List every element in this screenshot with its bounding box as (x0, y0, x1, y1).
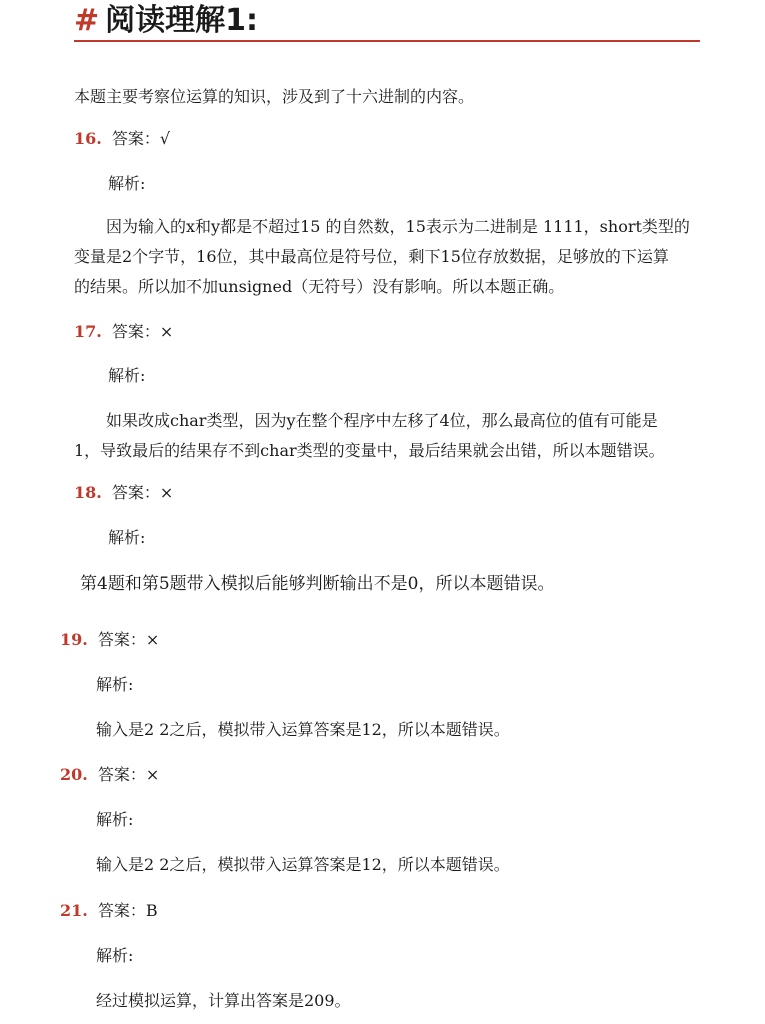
heading-divider (74, 40, 700, 42)
answer-text: 答案：B (97, 901, 158, 920)
analysis-line: 经过模拟运算，计算出答案是209。 (96, 991, 351, 1010)
analysis-line: 变量是2个字节，16位，其中最高位是符号位，剩下15位存放数据，足够放的下运算 (74, 247, 669, 266)
question-number: 21. (60, 901, 88, 920)
answer-text: 答案：× (111, 322, 174, 341)
question-number: 17. (74, 322, 102, 341)
analysis-label: 解析: (96, 675, 134, 694)
analysis-label: 解析: (108, 174, 146, 193)
analysis-line: 输入是2 2之后，模拟带入运算答案是12，所以本题错误。 (96, 720, 510, 739)
question-number: 20. (60, 765, 88, 784)
question-17 (74, 321, 173, 343)
question-18 (74, 482, 173, 504)
question-21 (60, 900, 158, 922)
page-heading (74, 4, 258, 38)
answer-text: 答案：× (111, 483, 174, 502)
analysis-label: 解析: (96, 946, 134, 965)
analysis-label: 解析: (108, 366, 146, 385)
answer-text: 答案：√ (111, 129, 171, 148)
question-number: 18. (74, 483, 102, 502)
question-16 (74, 128, 170, 150)
analysis-label: 解析: (96, 810, 134, 829)
analysis-paragraph (74, 406, 700, 466)
answer-text: 答案：× (97, 765, 160, 784)
analysis-line: 因为输入的x和y都是不超过15 的自然数，15表示为二进制是 1111，short类型的 (106, 217, 690, 236)
question-number: 16. (74, 129, 102, 148)
heading-hash: # (74, 3, 100, 38)
analysis-label: 解析: (108, 528, 146, 547)
heading-title: 阅读理解1: (105, 3, 259, 38)
analysis-line: 第4题和第5题带入模拟后能够判断输出不是0，所以本题错误。 (80, 574, 555, 594)
answer-text: 答案：× (97, 630, 160, 649)
question-20 (60, 764, 159, 786)
question-19 (60, 629, 159, 651)
analysis-line: 如果改成char类型，因为y在整个程序中左移了4位，那么最高位的值有可能是 (106, 411, 658, 430)
question-number: 19. (60, 630, 88, 649)
intro-text: 本题主要考察位运算的知识，涉及到了十六进制的内容。 (74, 87, 475, 106)
analysis-paragraph (74, 212, 700, 302)
analysis-line: 1，导致最后的结果存不到char类型的变量中，最后结果就会出错，所以本题错误。 (74, 441, 665, 460)
analysis-line: 输入是2 2之后，模拟带入运算答案是12，所以本题错误。 (96, 855, 510, 874)
analysis-line: 的结果。所以加不加unsigned（无符号）没有影响。所以本题正确。 (74, 277, 565, 296)
